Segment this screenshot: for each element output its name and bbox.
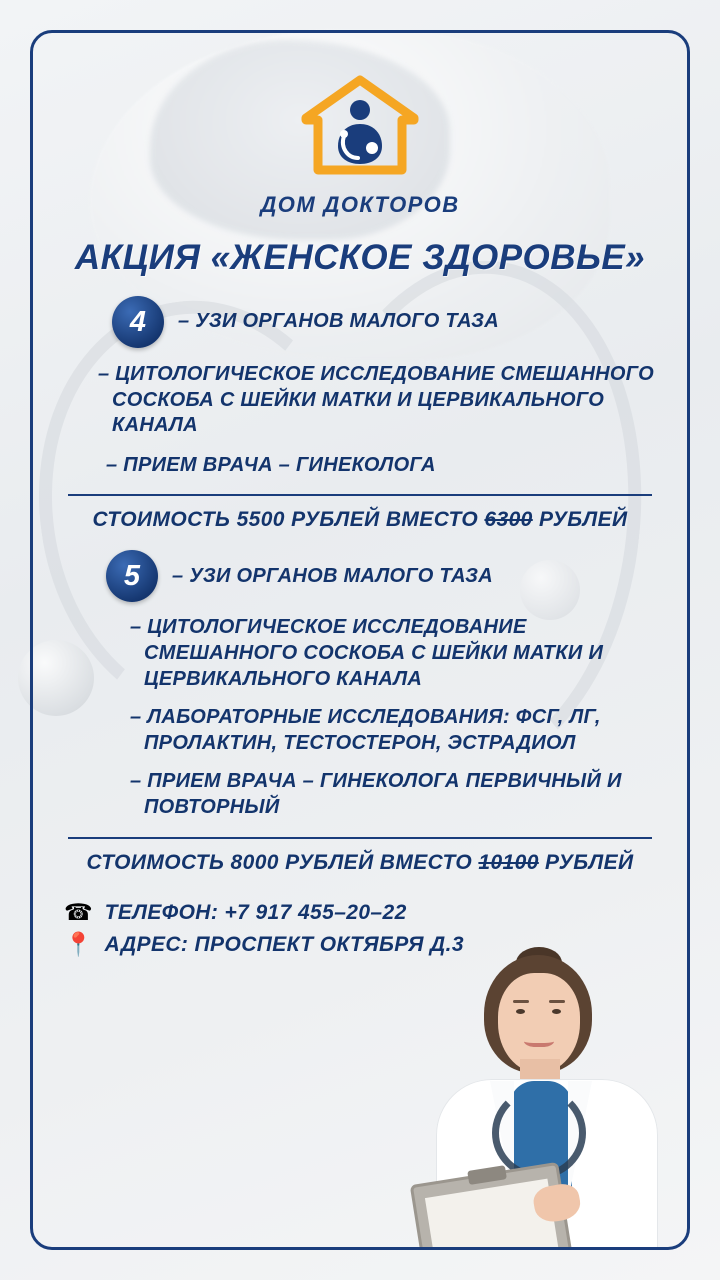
- package-5-price-suffix: РУБЛЕЙ: [545, 850, 634, 874]
- doctor-face: [498, 973, 580, 1073]
- package-4-item-2: – ЦИТОЛОГИЧЕСКОЕ ИССЛЕДОВАНИЕ СМЕШАННОГО СОСКОБА С ШЕЙКИ МАТКИ И ЦЕРВИКАЛЬНОГО КАНАЛА: [98, 363, 654, 437]
- package-5-item-4: – ПРИЕМ ВРАЧА – ГИНЕКОЛОГА ПЕРВИЧНЫЙ И ПОВТОРНЫЙ: [130, 770, 622, 818]
- package-5: [64, 550, 656, 874]
- package-5-divider: [68, 837, 652, 839]
- doctor-brow-left: [513, 1000, 529, 1003]
- telephone-icon: ☎: [64, 899, 93, 926]
- package-4-number-badge: 4: [112, 296, 164, 348]
- package-5-price-prefix: СТОИМОСТЬ 8000 РУБЛЕЙ ВМЕСТО: [86, 850, 473, 874]
- package-5-item-3: – ЛАБОРАТОРНЫЕ ИССЛЕДОВАНИЯ: ФСГ, ЛГ, ПРОЛАКТИН, ТЕСТОСТЕРОН, ЭСТРАДИОЛ: [130, 706, 601, 754]
- doctor-smile: [524, 1033, 554, 1047]
- doctor-eye-right: [552, 1009, 561, 1014]
- package-5-number-badge: 5: [106, 550, 158, 602]
- package-4-item-1: – УЗИ ОРГАНОВ МАЛОГО ТАЗА: [178, 310, 500, 333]
- package-4-price-suffix: РУБЛЕЙ: [539, 508, 628, 532]
- package-4-divider: [68, 494, 652, 496]
- package-4-price-old: 6300: [484, 508, 533, 532]
- package-5-price: [64, 851, 656, 875]
- doctor-brow-right: [549, 1000, 565, 1003]
- package-4-price-prefix: СТОИМОСТЬ 5500 РУБЛЕЙ ВМЕСТО: [92, 508, 479, 532]
- brand-name: ДОМ ДОКТОРОВ: [260, 192, 460, 217]
- package-4-item-3: – ПРИЕМ ВРАЧА – ГИНЕКОЛОГА: [106, 453, 436, 476]
- doctor-eye-left: [516, 1009, 525, 1014]
- contact-phone[interactable]: [64, 901, 656, 925]
- doctor-photo: [406, 947, 686, 1247]
- package-5-first-row: [64, 550, 656, 602]
- contact-phone-text: ТЕЛЕФОН: +7 917 455–20–22: [104, 900, 407, 924]
- package-4: [64, 296, 656, 532]
- package-4-first-row: [64, 296, 656, 348]
- package-4-price: [64, 508, 656, 532]
- location-pin-icon: 📍: [64, 931, 93, 958]
- package-5-item-1: – УЗИ ОРГАНОВ МАЛОГО ТАЗА: [172, 564, 494, 587]
- page-title: АКЦИЯ «ЖЕНСКОЕ ЗДОРОВЬЕ»: [74, 238, 646, 277]
- package-5-item-2: – ЦИТОЛОГИЧЕСКОЕ ИССЛЕДОВАНИЕ СМЕШАННОГО СОСКОБА С ШЕЙКИ МАТКИ И ЦЕРВИКАЛЬНОГО КАНАЛА: [130, 616, 604, 690]
- package-5-price-old: 10100: [478, 850, 539, 874]
- brand-logo: [64, 74, 656, 218]
- house-with-person-and-stethoscope-icon: [296, 74, 424, 182]
- contact-address-text: АДРЕС: ПРОСПЕКТ ОКТЯБРЯ Д.3: [104, 932, 464, 956]
